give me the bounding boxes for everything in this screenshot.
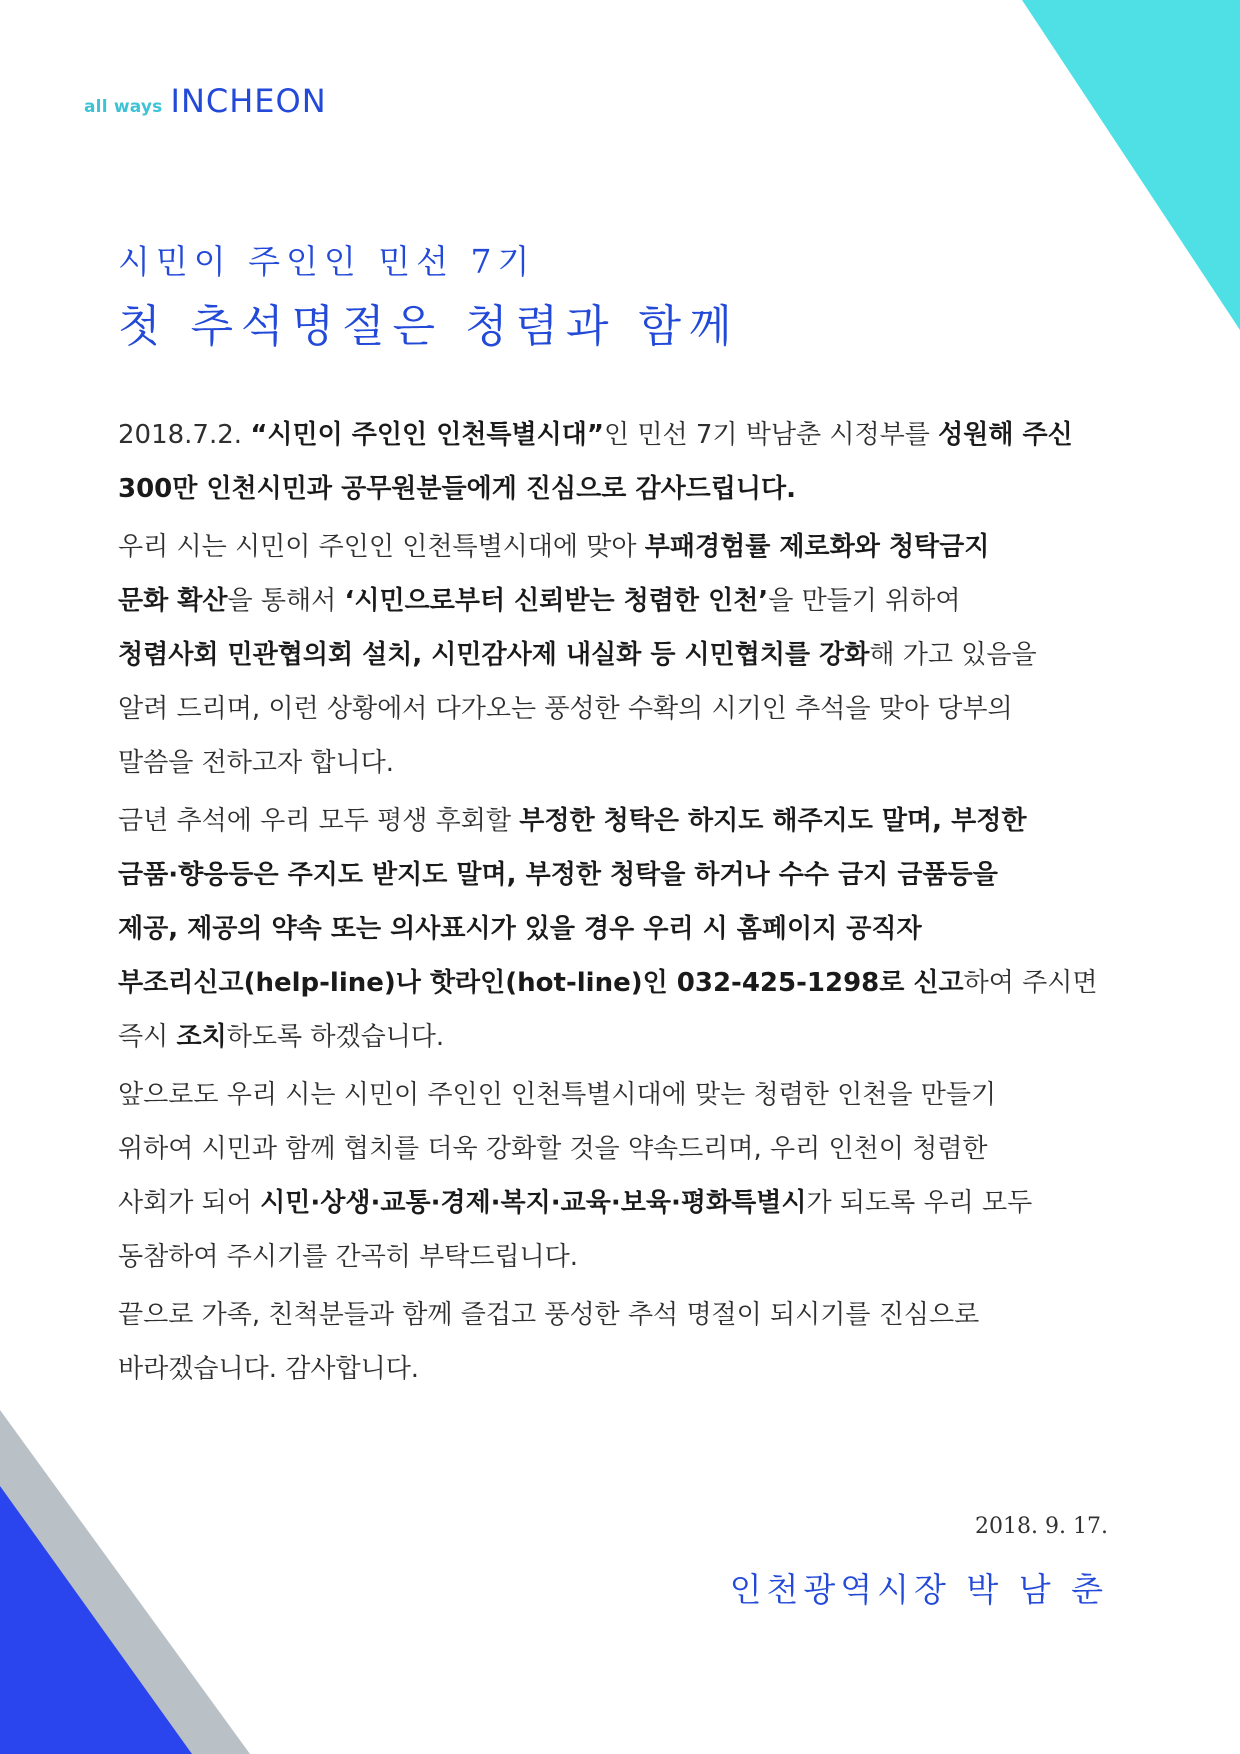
paragraph-line — [118, 408, 1118, 462]
bold-text: 300만 인천시민과 공무원분들에게 진심으로 감사드립니다. — [118, 474, 797, 504]
text: 알려 드리며, 이런 상황에서 다가오는 풍성한 수확의 시기인 추석을 맞아 당부의 — [118, 694, 1013, 724]
text: 가 되도록 우리 모두 — [806, 1188, 1033, 1218]
document-title: 첫 추석명절은 청렴과 함께 — [118, 301, 740, 352]
text: 금년 추석에 우리 모두 평생 후회할 — [118, 806, 520, 836]
document-subtitle: 시민이 주인인 민선 7기 — [118, 242, 536, 281]
bold-text: 부패경험률 제로화와 청탁금지 — [644, 532, 990, 562]
bold-text: 제공, 제공의 약속 또는 의사표시가 있을 경우 우리 시 홈페이지 공직자 — [118, 914, 922, 944]
logo-name: INCHEON — [170, 82, 327, 120]
paragraph-3 — [118, 794, 1118, 1064]
bold-text: 부정한 청탁은 하지도 해주지도 말며, 부정한 — [519, 806, 1027, 836]
text: 인 민선 7기 박남춘 시정부를 — [603, 420, 939, 450]
paragraph-line — [118, 1230, 1118, 1284]
paragraph-line — [118, 956, 1118, 1010]
paragraph-4 — [118, 1068, 1118, 1284]
paragraph-line — [118, 1122, 1118, 1176]
paragraph-line — [118, 462, 1118, 516]
paragraph-line — [118, 1288, 1118, 1342]
letter-date: 2018. 9. 17. — [975, 1514, 1108, 1539]
letter-body — [118, 408, 1118, 1400]
paragraph-line — [118, 574, 1118, 628]
text: 우리 시는 시민이 주인인 인천특별시대에 맞아 — [118, 532, 645, 562]
bold-text: 시민·상생·교통·경제·복지·교육·보육·평화특별시 — [260, 1188, 807, 1218]
text: 동참하여 주시기를 간곡히 부탁드립니다. — [118, 1242, 579, 1272]
paragraph-2 — [118, 520, 1118, 790]
paragraph-line — [118, 1010, 1118, 1064]
bold-text: 청렴사회 민관협의회 설치, 시민감사제 내실화 등 시민협치를 강화 — [118, 640, 870, 670]
text: 을 통해서 — [227, 586, 345, 616]
bold-text: 문화 확산 — [118, 586, 228, 616]
bold-text: 성원해 주신 — [938, 420, 1073, 450]
text: 2018.7.2. — [118, 420, 251, 450]
text: 끝으로 가족, 친척분들과 함께 즐겁고 풍성한 추석 명절이 되시기를 진심으로 — [118, 1300, 980, 1330]
mayor-signature: 인천광역시장 박 남 춘 — [729, 1570, 1108, 1609]
text: 앞으로도 우리 시는 시민이 주인인 인천특별시대에 맞는 청렴한 인천을 만들기 — [118, 1080, 997, 1110]
bottom-left-corner-decoration — [0, 1390, 260, 1754]
text: 하도록 하겠습니다. — [226, 1022, 445, 1052]
paragraph-line — [118, 628, 1118, 682]
paragraph-line — [118, 682, 1118, 736]
paragraph-line — [118, 1176, 1118, 1230]
bold-text: 금품·향응등은 주지도 받지도 말며, 부정한 청탁을 하거나 수수 금지 금품등을 — [118, 860, 998, 890]
bold-text: “시민이 주인인 인천특별시대” — [250, 420, 604, 450]
logo-tagline: all ways — [84, 97, 163, 117]
top-right-cyan-triangle — [0, 0, 1240, 340]
paragraph-line — [118, 736, 1118, 790]
paragraph-5 — [118, 1288, 1118, 1396]
bold-text: 부조리신고(help-line)나 핫라인(hot-line)인 032-425-1298로 신고 — [118, 968, 964, 998]
paragraph-line — [118, 794, 1118, 848]
text: 을 만들기 위하여 — [768, 586, 961, 616]
paragraph-line — [118, 1068, 1118, 1122]
bold-text: 조치 — [176, 1022, 227, 1052]
paragraph-line — [118, 1342, 1118, 1396]
paragraph-line — [118, 520, 1118, 574]
text: 말씀을 전하고자 합니다. — [118, 748, 394, 778]
paragraph-1 — [118, 408, 1118, 516]
paragraph-line — [118, 848, 1118, 902]
incheon-logo — [84, 82, 327, 120]
paragraph-line — [118, 902, 1118, 956]
text: 사회가 되어 — [118, 1188, 261, 1218]
text: 바라겠습니다. 감사합니다. — [118, 1354, 420, 1384]
text: 즉시 — [118, 1022, 177, 1052]
text: 하여 주시면 — [963, 968, 1098, 998]
text: 해 가고 있음을 — [869, 640, 1037, 670]
bold-text: ‘시민으로부터 신뢰받는 청렴한 인천’ — [344, 586, 769, 616]
text: 위하여 시민과 함께 협치를 더욱 강화할 것을 약속드리며, 우리 인천이 청렴한 — [118, 1134, 988, 1164]
